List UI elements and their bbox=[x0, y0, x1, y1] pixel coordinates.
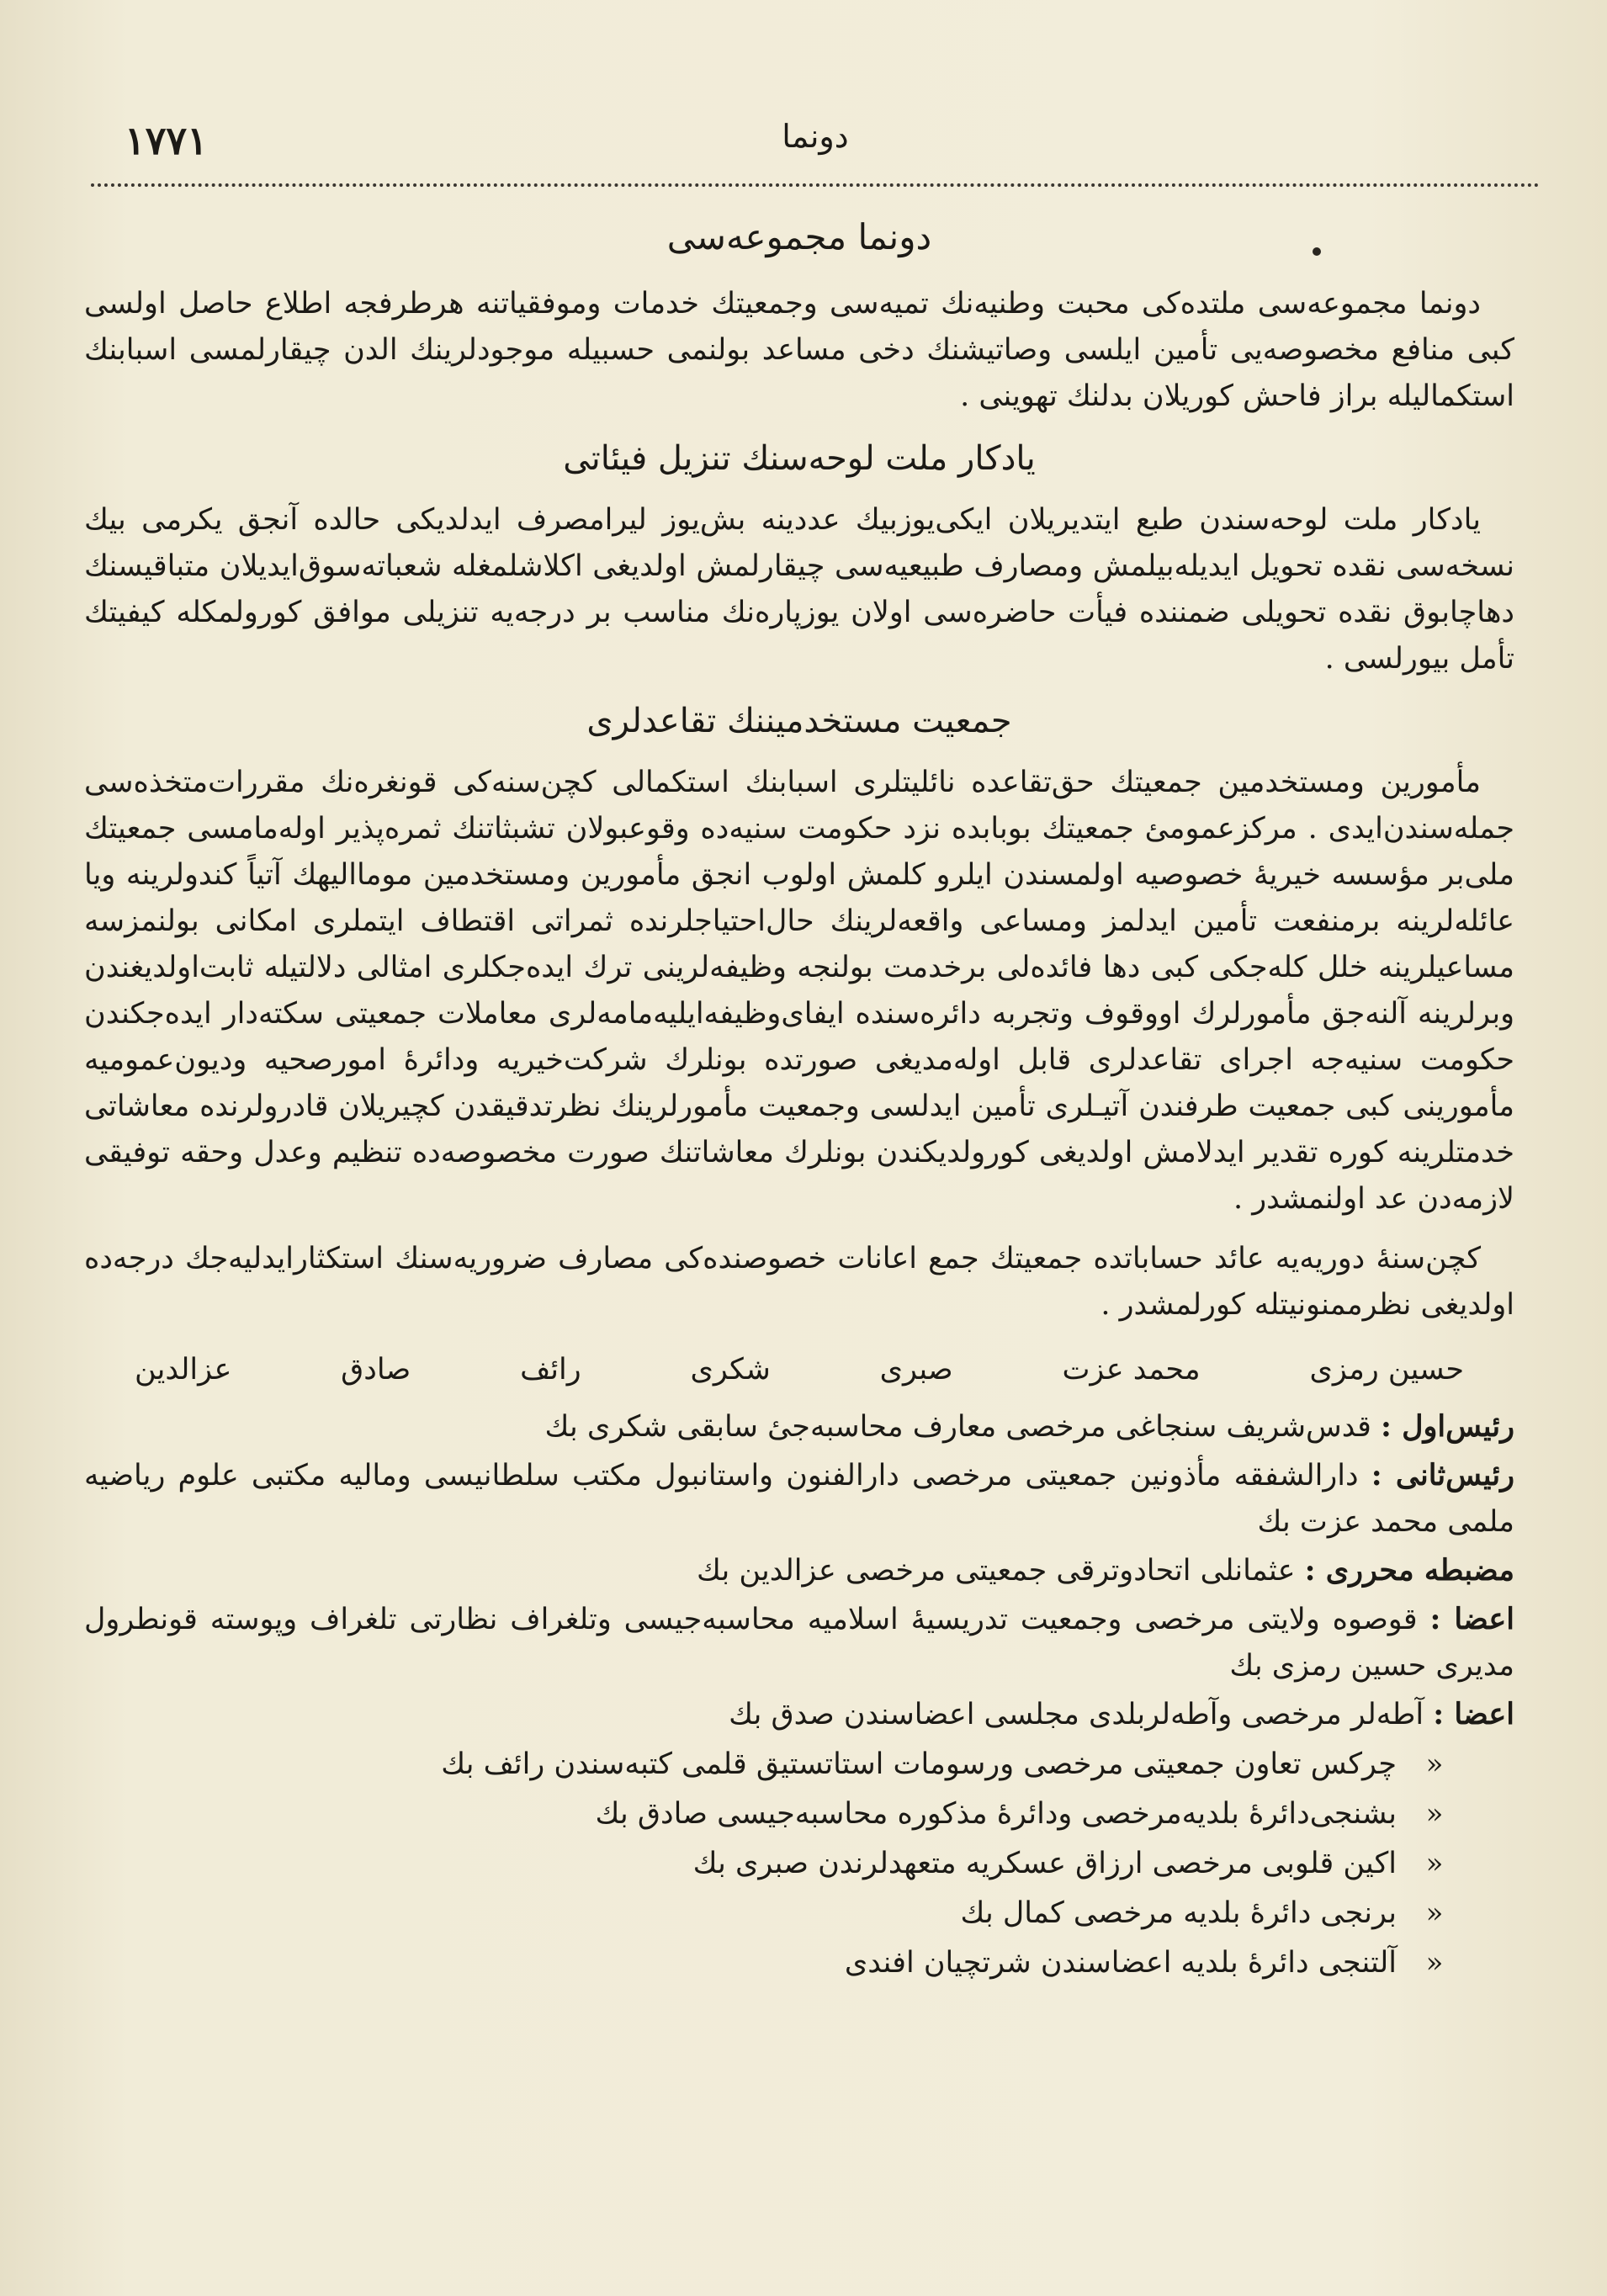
officer-role: اعضا : bbox=[1433, 1697, 1514, 1731]
page-header bbox=[91, 118, 1540, 185]
member-text: برنجی دائرهٔ بلدیه مرخصی کمال بك bbox=[960, 1896, 1397, 1930]
member-text: بشنجی‌دائرهٔ بلدیه‌مرخصی ودائرهٔ مذکوره محاسبه‌جیسی صادق بك bbox=[595, 1797, 1397, 1831]
signatory: حسین رمزی bbox=[1309, 1353, 1464, 1387]
signatory: صادق bbox=[341, 1353, 411, 1387]
member-entry bbox=[84, 1890, 1514, 1937]
header-divider bbox=[91, 183, 1540, 187]
member-text: آلتنجی دائرهٔ بلدیه اعضاسندن شرتچیان افندی bbox=[844, 1946, 1397, 1980]
section-title-yadkar: یادکار ملت لوحه‌سنك تنزیل فیئاتی bbox=[563, 439, 1036, 478]
ditto-mark: « bbox=[1425, 1847, 1444, 1880]
member-text: اکین قلوبی مرخصی ارزاق عسکریه متعهدلرندن صبری بك bbox=[692, 1847, 1397, 1880]
ditto-mark: « bbox=[1425, 1946, 1444, 1980]
officer-text: عثمانلی اتحادوترقی جمعیتی مرخصی عزالدین بك bbox=[697, 1554, 1296, 1588]
signatory: عزالدین bbox=[135, 1353, 232, 1387]
officer-entry bbox=[84, 1691, 1514, 1738]
officer-role: مضبطه محرری : bbox=[1304, 1553, 1514, 1588]
officer-role: رئیس‌اول : bbox=[1381, 1409, 1514, 1444]
signatory: شکری bbox=[690, 1353, 771, 1387]
article-body bbox=[84, 210, 1514, 2246]
officer-text: قدس‌شریف سنجاغی مرخصی معارف محاسبه‌جیٔ سابقی شکری بك bbox=[544, 1410, 1371, 1444]
signatory: محمد عزت bbox=[1062, 1353, 1201, 1387]
section-title-donanma: دونما مجموعه‌سی bbox=[666, 216, 932, 257]
officer-entry bbox=[84, 1596, 1514, 1689]
paragraph: کچن‌سنهٔ دوریه‌یه عائد حساباتده جمعیتك جمع اعانات خصوصنده‌کی مصارف ضروریه‌سنك استکثار‌ایدلیه‌جك درجه‌ده اولدیغی نظرممنونیتله کورلمشدر . bbox=[84, 1242, 1514, 1322]
member-entry bbox=[84, 1841, 1514, 1887]
officer-role: اعضا : bbox=[1429, 1602, 1514, 1636]
officer-text: آطه‌لر مرخصی وآطه‌لربلدی مجلسی اعضاسندن صدق بك bbox=[729, 1698, 1424, 1731]
officer-text: دارالشفقه مأذونین جمعیتی مرخصی دارالفنون واستانبول مکتب سلطانیسی ومالیه مکتبی علوم ریاضیه ملمی محمد عزت بك bbox=[84, 1459, 1514, 1539]
signatory: رائف bbox=[520, 1353, 581, 1387]
paragraph: دونما مجموعه‌سی ملتده‌کی محبت وطنیه‌نك تمیه‌سی وجمعیتك خدمات وموفقیاتنه هرطرفجه اطلاع حاصل اولسی کبی منافع مخصوصه‌یی تأمین ایلسی وصاتیشنك دخی مساعد بولنمی حسبیله موجودلرینك الدن چیقارلمسی اسبابنك استکمالیله براز فاحش کوریلان بدلنك تهوینی . bbox=[84, 287, 1514, 413]
member-text: چرکس تعاون جمعیتی مرخصی ورسومات استاتستیق قلمی کتبه‌سندن رائف بك bbox=[441, 1747, 1397, 1781]
member-entry bbox=[84, 1791, 1514, 1837]
paragraph: یادکار ملت لوحه‌سندن طبع ایتدیریلان ایکی‌یوزبیك عددینه بش‌یوز لیرامصرف ایدلدیکی حالده آنجق یکرمی بیك نسخه‌سی نقده تحویل ایدیله‌بیلمش ومصارف طبیعیه‌سی چیقارلمش اولدیغی اکلاشلمغله شعباته‌سوق‌ایدیلان متباقیسنك دها‌چابوق نقده تحویلی ضمننده فیأت حاضره‌سی اولان یوزپاره‌نك مناسب بر درجه‌یه تنزیلی موافق کورولمکله کیفیتك تأمل بیورلسی . bbox=[84, 503, 1514, 676]
running-title: دونما bbox=[782, 118, 849, 155]
signatory: صبری bbox=[879, 1353, 953, 1387]
signatories bbox=[84, 1342, 1514, 1402]
member-entry bbox=[84, 1742, 1514, 1788]
member-entry bbox=[84, 1940, 1514, 1986]
officer-role: رئیس‌ثانی : bbox=[1371, 1458, 1514, 1493]
ditto-mark: « bbox=[1425, 1896, 1444, 1930]
officer-entry bbox=[84, 1452, 1514, 1546]
page-number: ١٧٧١ bbox=[125, 118, 208, 163]
ditto-mark: « bbox=[1425, 1797, 1444, 1831]
officer-text: قوصوه ولایتی مرخصی وجمعیت تدریسیهٔ اسلامیه محاسبه‌جیسی وتلغراف نظارتی تلغراف وپوسته قونطرول مدیری حسین رمزی بك bbox=[84, 1603, 1514, 1683]
ditto-mark: « bbox=[1425, 1747, 1444, 1781]
officer-entry bbox=[84, 1547, 1514, 1594]
paragraph: مأمورین ومستخدمین جمعیتك حق‌تقاعده نائلیتلری اسبابنك استکمالی کچن‌سنه‌کی قونغره‌نك مقررات‌متخذه‌سی جمله‌سندن‌ایدی . مرکز‌عمومئ جمعیتك بوبابده نزد حکومت سنیه‌ده وقوعبولان تشبثاتنك ثمره‌پذیر اوله‌مامسی جمعیتك ملی‌بر مؤسسه خیریهٔ خصوصیه اولمسندن ایلرو کلمش اولوب انجق مأمورین ومستخدمین موماالیهك آتیاً کندولرینه ویا عائله‌لرینه برمنفعت تأمین ایدلمز ومساعی‌ واقعه‌لرینك حال‌احتیاجلرنده ثمراتی اقتطاف ایتملری امکانی بولنمزسه مساعیلرینه خلل کله‌جکی کبی دها فائده‌لی برخدمت بولنجه وظیفه‌لرینی ترك ایده‌جکلری امثالی دلالتیله ثابت‌اولدیغندن وبرلرینه آلنه‌جق مأمورلرك اووقوف وتجربه دائره‌سنده ایفای‌وظیفه‌ایلیه‌مامه‌لری معاملات جمعیتی سکته‌دار ایده‌جکندن حکومت سنیه‌جه اجرای تقاعدلری قابل اوله‌مدیغی صورتده بونلرك شرکت‌خیریه ودائرهٔ امورصحیه ودیون‌عمومیه مأمورینی کبی جمعیت طرفندن آتیـلری تأمین ایدلسی وجمعیت مأمورلرینك نظرتدقیقدن کچیریلان قادرولرنده معاشاتی خدمتلرینه کوره تقدیر ایدلامش اولدیغی کورولدیکندن بونلرك معاشاتنك صورت مخصوصه‌ده تنظیم وعدل وحقه توفیقی لازمه‌دن عد اولنمشدر . bbox=[84, 766, 1514, 1216]
section-title-taqaud: جمعیت مستخدمیننك تقاعدلری bbox=[586, 702, 1012, 740]
officer-entry bbox=[84, 1403, 1514, 1450]
